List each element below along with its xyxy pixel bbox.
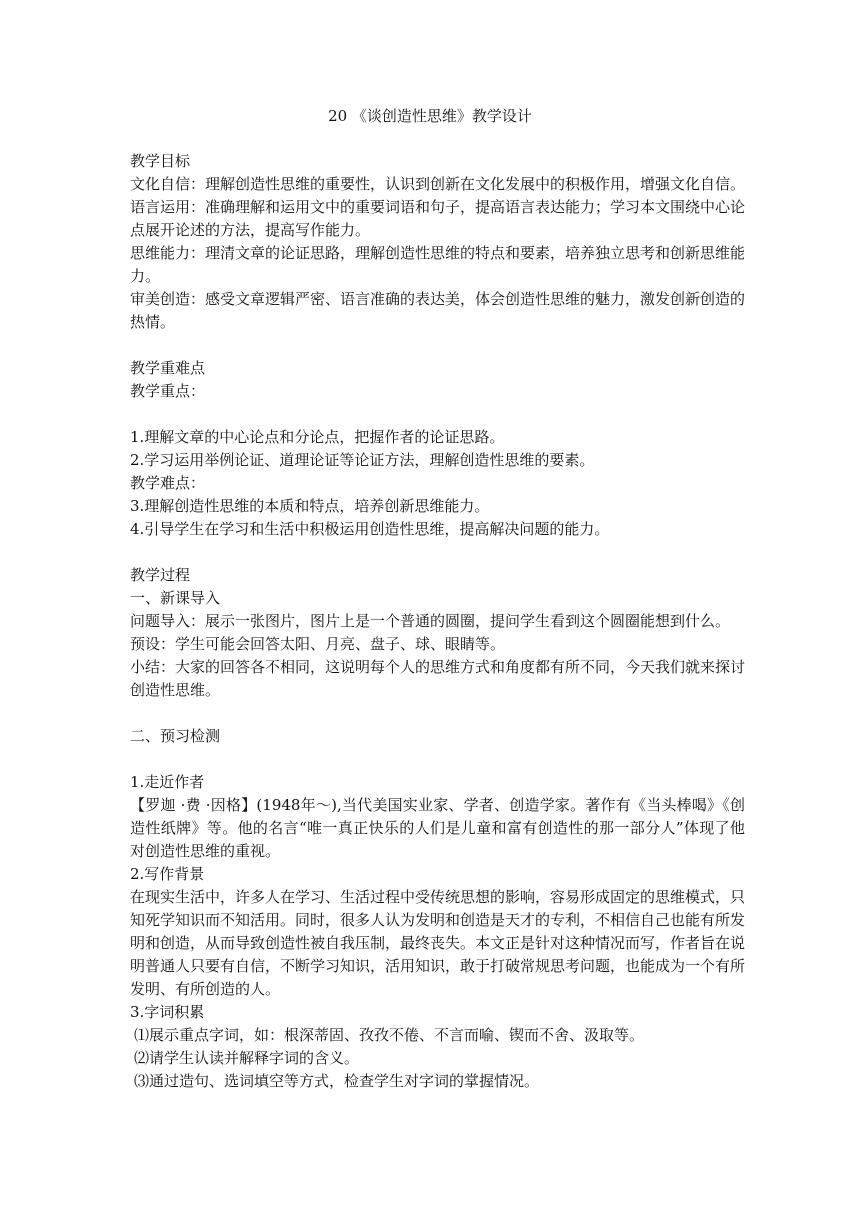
vocab-heading: 3.字词积累 (130, 1003, 205, 1021)
focus-heading: 教学重点： (130, 382, 206, 400)
process-heading: 教学过程 (130, 566, 191, 584)
document-body (130, 150, 745, 1093)
section1-preset: 预设：学生可能会回答太阳、月亮、盘子、球、眼睛等。 (130, 635, 506, 653)
author-text: 【罗迦 ·费 ·因格】(1948年～),当代美国实业家、学者、创造学家。著作有《当头棒喝》《创造性纸牌》等。他的名言“唯一真正快乐的人们是儿童和富有创造性的那一部分人”体现了他对创造性思维的重视。 (130, 796, 745, 860)
background-text: 在现实生活中，许多人在学习、生活过程中受传统思想的影响，容易形成固定的思维模式，只知死学知识而不知活用。同时，很多人认为发明和创造是天才的专利，不相信自己也能有所发明和创造，从而导致创造性被自我压制，最终丧失。本文正是针对这种情况而写，作者旨在说明普通人只要有自信，不断学习知识，活用知识，敢于打破常规思考问题，也能成为一个有所发明、有所创造的人。 (130, 888, 746, 998)
difficulty-item-3: 3.理解创造性思维的本质和特点，培养创新思维能力。 (130, 497, 490, 515)
difficulty-heading: 教学难点： (130, 474, 206, 492)
goal-aesthetic: 审美创造：感受文章逻辑严密、语言准确的表达美，体会创造性思维的魅力，激发创新创造的热情。 (130, 290, 746, 331)
vocab-item-3: ⑶通过造句、选词填空等方式，检查学生对字词的掌握情况。 (134, 1072, 540, 1090)
focus-item-1: 1.理解文章的中心论点和分论点，把握作者的论证思路。 (130, 428, 505, 446)
goal-thinking: 思维能力：理清文章的论证思路，理解创造性思维的特点和要素，培养独立思考和创新思维能力。 (130, 244, 746, 285)
author-heading: 1.走近作者 (130, 773, 205, 791)
goals-heading: 教学目标 (130, 152, 191, 170)
section1-heading: 一、新课导入 (130, 589, 221, 607)
spacer (130, 334, 745, 357)
difficulty-item-4: 4.引导学生在学习和生活中积极运用创造性思维，提高解决问题的能力。 (130, 520, 610, 538)
spacer (130, 702, 745, 725)
spacer (130, 403, 745, 426)
section1-question: 问题导入：展示一张图片，图片上是一个普通的圆圈，提问学生看到这个圆圈能想到什么。 (130, 612, 731, 630)
key-points-heading: 教学重难点 (130, 359, 206, 377)
goal-culture: 文化自信：理解创造性思维的重要性，认识到创新在文化发展中的积极作用，增强文化自信。 (130, 175, 746, 193)
vocab-item-2: ⑵请学生认读并解释字词的含义。 (134, 1049, 360, 1067)
focus-item-2: 2.学习运用举例论证、道理论证等论证方法，理解创造性思维的要素。 (130, 451, 595, 469)
section2-heading: 二、预习检测 (130, 727, 221, 745)
spacer (130, 541, 745, 564)
background-heading: 2.写作背景 (130, 865, 205, 883)
section1-summary: 小结：大家的回答各不相同，这说明每个人的思维方式和角度都有所不同，今天我们就来探讨创造性思维。 (130, 658, 746, 699)
vocab-item-1: ⑴展示重点字词，如：根深蒂固、孜孜不倦、不言而喻、锲而不舍、汲取等。 (134, 1026, 645, 1044)
spacer (130, 748, 745, 771)
document-title: 20 《谈创造性思维》教学设计 (328, 107, 532, 125)
goal-language: 语言运用：准确理解和运用文中的重要词语和句子，提高语言表达能力；学习本文围绕中心论点展开论述的方法，提高写作能力。 (130, 198, 746, 239)
